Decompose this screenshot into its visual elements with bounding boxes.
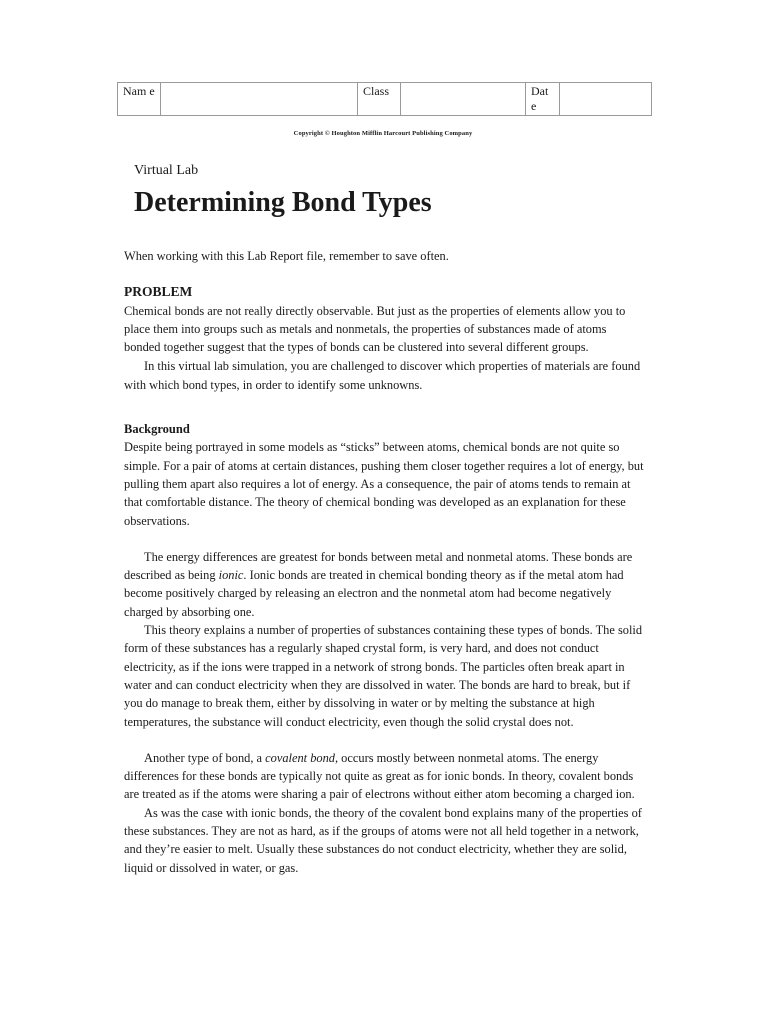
page-title: Determining Bond Types xyxy=(134,187,432,218)
name-label: Nam e xyxy=(118,83,161,116)
background-paragraph-1: Despite being portrayed in some models as “sticks” between atoms, chemical bonds are not quite so simple. For a pair of atoms at certain distances, pushing them closer together requires a lot of energy, but pulling them apart also requires a lot of energy. As a consequence, the pair of atoms tends to remain at that comfortable distance. The theory of chemical bonding was developed as an explanation for these observations. xyxy=(124,440,644,528)
date-label: Dat e xyxy=(526,83,560,116)
background-heading: Background xyxy=(124,422,190,437)
background-paragraph-2 xyxy=(124,548,644,621)
date-field[interactable] xyxy=(560,83,652,116)
background-paragraph-5: As was the case with ionic bonds, the theory of the covalent bond explains many of the properties of these substances. They are not as hard, as if the groups of atoms were not all held together in a network, and they’re easier to melt. Usually these substances do not conduct electricity, whether they are solid, liquid or dissolved in water, or gas. xyxy=(124,805,642,875)
class-field[interactable] xyxy=(401,83,526,116)
intro-text: When working with this Lab Report file, remember to save often. xyxy=(124,249,449,263)
copyright-notice: Copyright © Houghton Mifflin Harcourt Publishing Company xyxy=(293,130,473,137)
bg-p2-text-before: The energy differences are greatest for bonds between metal and nonmetal atoms. These bonds are described as being xyxy=(124,549,633,583)
name-field[interactable] xyxy=(161,83,358,116)
background-paragraph-3: This theory explains a number of properties of substances containing these types of bonds. The solid form of these substances has a regularly shaped crystal form, is very hard, and does not conduct electricity, as if the ions were trapped in a network of strong bonds. The particles often break apart in water and can conduct electricity when they are dissolved in water. The bonds are hard to break, but if you do manage to break them, either by dissolving in water or by melting the substance at high temperatures, the substance will conduct electricity, even though the solid crystal does not. xyxy=(124,623,643,729)
class-label: Class xyxy=(358,83,401,116)
problem-paragraph-1: Chemical bonds are not really directly observable. But just as the properties of elements allow you to place them into groups such as metals and nonmetals, the properties of substances made of atoms bonded together suggest that the types of bonds can be clustered into several different groups. xyxy=(124,303,626,355)
bg-p4-text-before: Another type of bond, a xyxy=(144,750,266,765)
document-body xyxy=(124,247,644,877)
problem-heading: PROBLEM xyxy=(124,284,193,300)
student-info-table xyxy=(117,82,652,116)
bg-p4-text-after: occurs mostly between nonmetal atoms. The energy differences for these bonds are typically not quite as great as for ionic bonds. In theory, covalent bonds are treated as if the atoms were sharing a pair of electrons without either atom becoming a charged ion. xyxy=(124,750,635,802)
problem-paragraph-2: In this virtual lab simulation, you are challenged to discover which properties of materials are found with which bond types, in order to identify some unknowns. xyxy=(124,359,641,392)
ionic-term: ionic xyxy=(218,568,244,583)
background-paragraph-4 xyxy=(124,749,644,804)
kicker-label: Virtual Lab xyxy=(134,163,199,178)
covalent-term: covalent bond, xyxy=(265,750,339,765)
bg-p2-text-after: . Ionic bonds are treated in chemical bonding theory as if the metal atom had become positively charged by releasing an electron and the nonmetal atom had become negatively charged by absorbing one. xyxy=(124,568,624,619)
